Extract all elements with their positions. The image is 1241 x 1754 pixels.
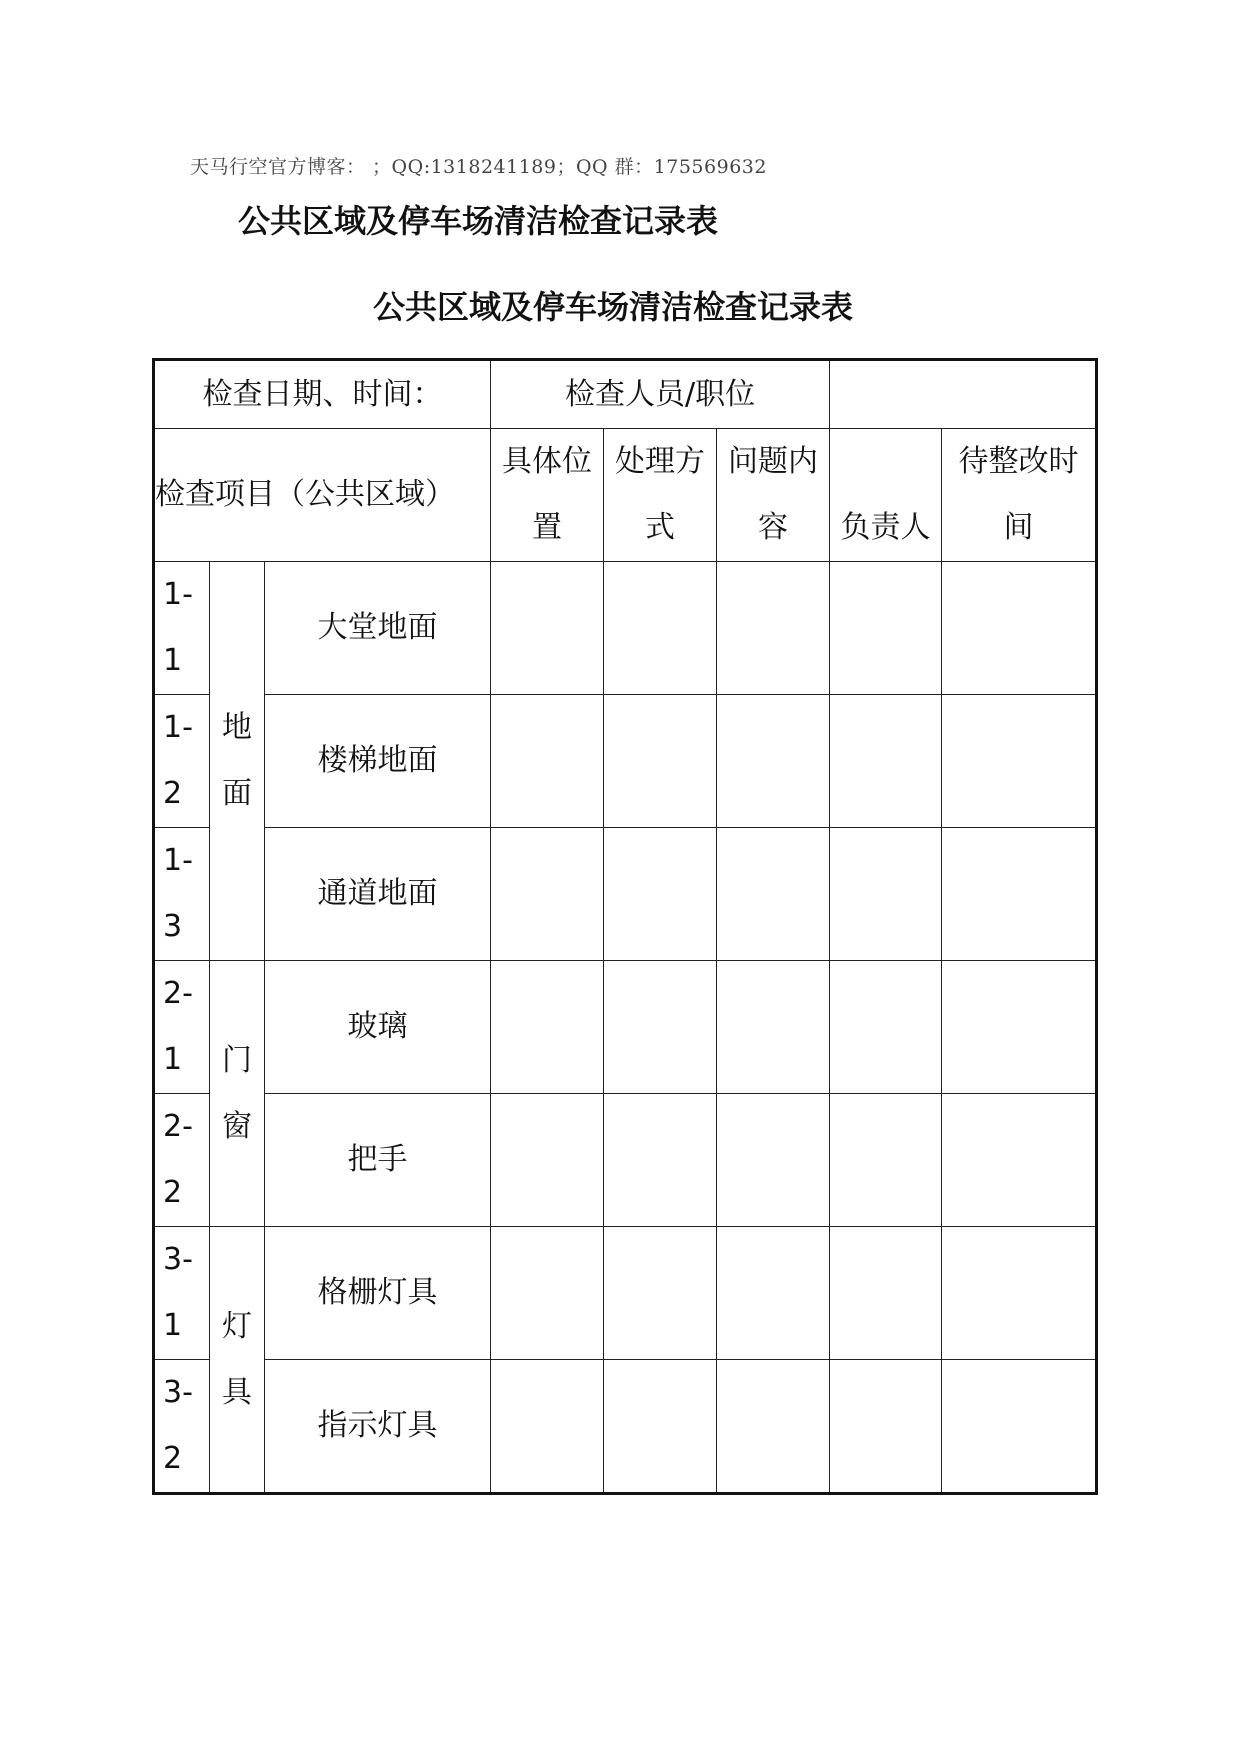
item-number bbox=[154, 695, 210, 828]
problem-cell[interactable] bbox=[717, 562, 830, 695]
location-cell[interactable] bbox=[491, 961, 604, 1094]
item-number-text: 1- bbox=[163, 577, 193, 612]
problem-column-header bbox=[717, 429, 830, 562]
header-text: 待整改时 bbox=[958, 444, 1079, 479]
problem-cell[interactable] bbox=[717, 1094, 830, 1227]
table-header-row bbox=[154, 429, 1097, 562]
item-number bbox=[154, 562, 210, 695]
item-number-text: 3- bbox=[163, 1242, 193, 1277]
item-number-text: 1- bbox=[163, 843, 193, 878]
item-number-text: 1 bbox=[163, 643, 183, 678]
handling-cell[interactable] bbox=[604, 828, 717, 961]
rectify-time-column-header bbox=[942, 429, 1097, 562]
item-name: 楼梯地面 bbox=[265, 695, 491, 828]
item-name: 指示灯具 bbox=[265, 1360, 491, 1494]
category-text: 门 bbox=[222, 1042, 252, 1078]
responsible-cell[interactable] bbox=[830, 562, 942, 695]
header-text: 问题内 bbox=[728, 444, 819, 479]
problem-cell[interactable] bbox=[717, 1360, 830, 1494]
problem-cell[interactable] bbox=[717, 961, 830, 1094]
header-text: 间 bbox=[1003, 510, 1034, 545]
rectify-time-cell[interactable] bbox=[942, 695, 1097, 828]
item-name: 大堂地面 bbox=[265, 562, 491, 695]
inspection-record-table bbox=[152, 358, 1098, 1495]
responsible-cell[interactable] bbox=[830, 695, 942, 828]
item-number-text: 1 bbox=[163, 1042, 183, 1077]
category-text: 灯 bbox=[222, 1308, 252, 1344]
handling-cell[interactable] bbox=[604, 1094, 717, 1227]
responsible-cell[interactable] bbox=[830, 1360, 942, 1494]
item-number-text: 1- bbox=[163, 710, 193, 745]
item-number-text: 2 bbox=[163, 1175, 183, 1210]
table-row bbox=[154, 1094, 1097, 1227]
blog-contact-line: 天马行空官方博客： ；QQ:1318241189；QQ 群：175569632 bbox=[190, 156, 767, 178]
page-title: 公共区域及停车场清洁检查记录表 bbox=[373, 288, 854, 326]
header-text: 式 bbox=[645, 510, 676, 545]
rectify-time-cell[interactable] bbox=[942, 562, 1097, 695]
rectify-time-cell[interactable] bbox=[942, 1360, 1097, 1494]
problem-cell[interactable] bbox=[717, 695, 830, 828]
item-name: 玻璃 bbox=[265, 961, 491, 1094]
location-cell[interactable] bbox=[491, 1227, 604, 1360]
table-row bbox=[154, 1227, 1097, 1360]
category-cell bbox=[210, 562, 265, 961]
location-cell[interactable] bbox=[491, 695, 604, 828]
table-row bbox=[154, 961, 1097, 1094]
location-cell[interactable] bbox=[491, 828, 604, 961]
handling-cell[interactable] bbox=[604, 695, 717, 828]
rectify-time-cell[interactable] bbox=[942, 1227, 1097, 1360]
problem-cell[interactable] bbox=[717, 1227, 830, 1360]
responsible-cell[interactable] bbox=[830, 1094, 942, 1227]
location-cell[interactable] bbox=[491, 562, 604, 695]
item-number-text: 3- bbox=[163, 1375, 193, 1410]
problem-cell[interactable] bbox=[717, 828, 830, 961]
handling-cell[interactable] bbox=[604, 1360, 717, 1494]
date-time-label: 检查日期、时间： bbox=[154, 360, 491, 429]
item-number-text: 3 bbox=[163, 909, 183, 944]
category-cell bbox=[210, 961, 265, 1227]
category-cell bbox=[210, 1227, 265, 1494]
rectify-time-cell[interactable] bbox=[942, 1094, 1097, 1227]
category-text: 面 bbox=[222, 776, 252, 811]
responsible-cell[interactable] bbox=[830, 961, 942, 1094]
location-cell[interactable] bbox=[491, 1094, 604, 1227]
item-number-text: 2- bbox=[163, 1109, 193, 1144]
table-row bbox=[154, 828, 1097, 961]
item-name: 把手 bbox=[265, 1094, 491, 1227]
table-row bbox=[154, 695, 1097, 828]
item-number-text: 2 bbox=[163, 776, 183, 811]
header-title: 公共区域及停车场清洁检查记录表 bbox=[238, 202, 719, 240]
location-column-header bbox=[491, 429, 604, 562]
handling-cell[interactable] bbox=[604, 961, 717, 1094]
header-text: 具体位 bbox=[502, 444, 593, 479]
inspector-label: 检查人员/职位 bbox=[491, 360, 830, 429]
item-column-header: 检查项目（公共区域） bbox=[154, 429, 491, 562]
inspector-value-cell[interactable] bbox=[830, 360, 1097, 429]
table-row bbox=[154, 562, 1097, 695]
location-cell[interactable] bbox=[491, 1360, 604, 1494]
handling-cell[interactable] bbox=[604, 1227, 717, 1360]
item-number bbox=[154, 961, 210, 1094]
item-number-text: 2 bbox=[163, 1441, 183, 1476]
rectify-time-cell[interactable] bbox=[942, 961, 1097, 1094]
table-row bbox=[154, 1360, 1097, 1494]
category-text: 地 bbox=[222, 710, 252, 745]
item-number-text: 1 bbox=[163, 1308, 183, 1343]
item-number-text: 2- bbox=[163, 976, 193, 1011]
handling-cell[interactable] bbox=[604, 562, 717, 695]
header-text: 负责人 bbox=[840, 510, 931, 545]
header-text: 处理方 bbox=[615, 444, 706, 479]
rectify-time-cell[interactable] bbox=[942, 828, 1097, 961]
item-number bbox=[154, 1227, 210, 1360]
item-name: 通道地面 bbox=[265, 828, 491, 961]
category-text: 窗 bbox=[222, 1108, 252, 1144]
responsible-cell[interactable] bbox=[830, 828, 942, 961]
responsible-cell[interactable] bbox=[830, 1227, 942, 1360]
item-name: 格栅灯具 bbox=[265, 1227, 491, 1360]
item-number bbox=[154, 828, 210, 961]
item-number bbox=[154, 1360, 210, 1494]
header-text: 置 bbox=[532, 510, 563, 545]
handling-column-header bbox=[604, 429, 717, 562]
table-top-row bbox=[154, 360, 1097, 429]
category-text: 具 bbox=[222, 1374, 252, 1410]
responsible-column-header bbox=[830, 429, 942, 562]
item-number bbox=[154, 1094, 210, 1227]
header-text: 容 bbox=[758, 510, 789, 545]
